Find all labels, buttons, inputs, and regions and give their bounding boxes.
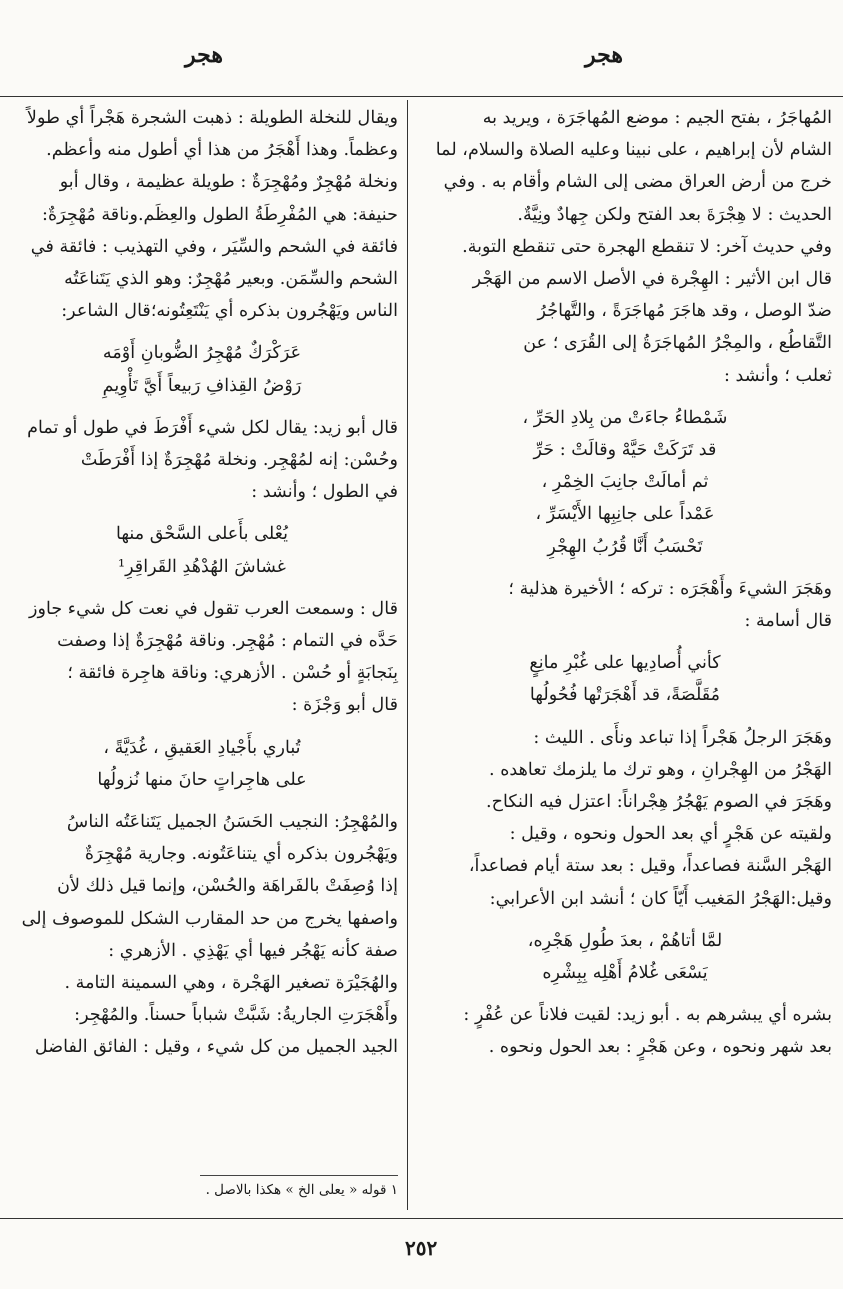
text-line: قال أبو وَجْزَة :: [291, 695, 398, 716]
text-line: قال : وسمعت العرب تقول في نعت كل شيء جاوز: [28, 598, 398, 619]
text-line: الهَجْرُ من الهِجْرانِ ، وهو ترك ما يلزمك تعاهده .: [489, 759, 832, 780]
left-column: [6, 102, 398, 1064]
footnote-rule: [200, 1175, 398, 1176]
text-line: ولقيته عن هَجْرٍ أي بعد الحول ونحوه ، وقيل :: [509, 824, 832, 845]
text-line: ضدّ الوصل ، وقد هاجَرَ مُهاجَرَةً ، والتَّهاجُرُ: [537, 301, 832, 322]
text-block: [6, 102, 398, 327]
verse-block: [418, 925, 832, 989]
text-line: ونخلة مُهْجِرٌ ومُهْجِرَةٌ : طويلة عظيمة ، وقال أبو: [59, 172, 398, 193]
text-line: وعظماً. وهذا أَهْجَرُ من هذا أي أطول منه وأعظم.: [46, 140, 398, 161]
verse-line: غشاشَ الهُدْهُدِ القَراقِرِ¹: [118, 556, 286, 577]
header-word-left: هجر: [185, 42, 223, 68]
text-block: [418, 102, 832, 392]
verse-line: يُعْلى بأَعلى السَّحْق منها: [115, 524, 289, 545]
verse-line: تَحْسَبُ أَنَّا قُرُبُ الهِجْرِ: [547, 536, 703, 557]
text-line: بعد شهر ونحوه ، وعن هَجْرٍ : بعد الحول ونحوه .: [488, 1037, 832, 1058]
text-line: ويقال للنخلة الطويلة : ذهبت الشجرة هَجْراً أي طولاً: [26, 108, 398, 128]
verse-line: ثم أمالَتْ جانِبَ الخِمْرِ ،: [541, 472, 709, 493]
text-line: خرج من أرض العراق مضى إلى الشام وأقام به . وفي: [443, 172, 832, 193]
text-line: قال ابن الأثير : الهِجْرة في الأصل الاسم من الهَجْر: [472, 269, 832, 290]
text-line: وقيل:الهَجْرُ المَغيب أَيّاً كان ؛ أنشد ابن الأعرابي:: [489, 888, 832, 909]
text-line: وأَهْجَرَتِ الجاريةُ: شَبَّتْ شباباً حسناً. والمُهْجِر:: [74, 1005, 398, 1026]
text-line: وهَجَرَ في الصوم يَهْجُرُ هِجْراناً: اعتزل فيه النكاح.: [486, 792, 832, 813]
text-line: حنيفة: هي المُفْرِطَةُ الطول والعِظَم.وناقة مُهْجِرَةٌ:: [42, 204, 398, 225]
text-line: الشحم والسِّمَن. وبعير مُهْجِرٌ: وهو الذي يَتَناعَتُه: [64, 269, 398, 290]
verse-block: [6, 732, 398, 796]
text-block: [6, 806, 398, 1064]
verse-line: رَوْضُ القِذافِ رَبيعاً أَيَّ تَأْوِيمِ: [102, 375, 302, 396]
text-line: التَّقاطُع ، والمِجْرُ المُهاجَرَةُ إلى القُرَى ؛ عن: [523, 333, 832, 354]
text-line: وحُسْن: إنه لمُهْجِر. ونخلة مُهْجِرَةٌ إذا أَفْرَطَتْ: [80, 450, 398, 471]
right-column: [418, 102, 832, 1064]
verse-block: [418, 647, 832, 711]
verse-line: يَسْعَى غُلامُ أَهْلِه بِبِشْرِه: [542, 963, 708, 984]
text-line: الناس ويَهْجُرون بذكره أي يَنْتَعِتُونه؛قال الشاعر:: [61, 301, 398, 322]
verse-line: عَمْداً على جانِبِها الأَيْسَرِّ ،: [535, 504, 715, 525]
text-line: وفي حديث آخر: لا تنقطع الهجرة حتى تنقطع التوبة.: [462, 236, 832, 257]
text-line: والمُهْجِرُ: النجيب الحَسَنُ الجميل يَتَناعَتُه الناسُ: [66, 812, 398, 833]
text-line: وهَجَرَ الشيءَ وأَهْجَرَه : تركه ؛ الأخيرة هذلية ؛: [508, 578, 832, 599]
verse-block: [6, 337, 398, 401]
text-line: بشره أي يبشرهم به . أبو زيد: لقيت فلاناً عن عُفْرٍ :: [463, 1005, 832, 1026]
text-block: [6, 593, 398, 722]
text-line: بِنَجابَةٍ أو حُسْن . الأزهري: وناقة هاجِرة فائقة ؛: [67, 663, 398, 684]
text-line: المُهاجَرُ ، بفتح الجيم : موضع المُهاجَرَة ، ويريد به: [482, 108, 832, 128]
text-line: في الطول ؛ وأنشد :: [251, 482, 398, 503]
verse-line: شَمْطاءُ جاءَتْ من بِلادِ الحَرِّ ،: [522, 407, 728, 428]
page-number: ٢٥٢: [405, 1236, 438, 1260]
verse-line: لمَّا أتاهُمْ ، بعدَ طُولِ هَجْرِه،: [527, 930, 723, 951]
text-line: واصفها يخرج من حد المقارب الشكل للموصوف إلى: [21, 908, 398, 929]
text-block: [418, 722, 832, 915]
text-line: الهَجْر السَّنة فصاعداً، وقيل : بعد ستة أيام فصاعداً،: [468, 856, 832, 877]
text-line: والهُجَيْرَة تصغير الهَجْرة ، وهي السمينة التامة .: [64, 973, 398, 994]
header-word-right: هجر: [585, 42, 623, 68]
text-line: قال أسامة :: [744, 611, 832, 632]
text-line: فائقة في الشحم والسِّيَر ، وفي التهذيب : فائقة في: [30, 236, 398, 257]
text-line: ويَهْجُرون بذكره أي يتناعَتُونه. وجارية مُهْجِرَةٌ: [84, 844, 398, 865]
text-line: إذا وُصِفَتْ بالفَراهَة والحُسْن، وإنما قيل ذلك لأن: [57, 876, 398, 897]
column-divider: [407, 100, 408, 1210]
verse-line: قد تَرَكَتْ حَيَّهْ وقالَتْ : حَرِّ: [533, 440, 717, 461]
text-block: [418, 573, 832, 637]
footnote: ١ قوله « يعلى الخ » هكذا بالاصل .: [205, 1182, 398, 1198]
text-line: حَدَّه في التمام : مُهْجِر. وناقة مُهْجِرَةٌ إذا وصفت: [57, 631, 398, 652]
text-line: الشام لأن إبراهيم ، على نبينا وعليه الصلاة والسلام، لما: [435, 140, 832, 161]
bottom-rule: [0, 1218, 843, 1219]
verse-line: تُباري بأَجْيادِ العَقيقِ ، غُدَيَّةً ،: [103, 737, 301, 758]
text-line: الحديث : لا هِجْرَةَ بعد الفتح ولكن جِهادٌ ونِيَّةٌ.: [517, 204, 832, 225]
text-block: [418, 999, 832, 1063]
text-line: قال أبو زيد: يقال لكل شيء أَفْرَطَ في طول أو تمام: [27, 417, 398, 438]
text-line: الجيد الجميل من كل شيء ، وقيل : الفائق الفاضل: [34, 1037, 398, 1058]
verse-line: مُقَلَّصَةً، قد أَهْجَرَتْها فُحُولُها: [529, 685, 721, 706]
text-line: ثعلب ؛ وأنشد :: [724, 365, 832, 386]
text-line: وهَجَرَ الرجلُ هَجْراً إذا تباعد ونأَى . الليث :: [533, 727, 832, 748]
text-block: [6, 412, 398, 509]
verse-line: كأني أُصادِيها على غُبْرِ مانِعٍ: [529, 653, 721, 674]
verse-line: عَرَكْرَكٌ مُهْجِرُ الضُّوبانِ أَوْمَه: [102, 343, 302, 364]
text-line: صفة كأنه يَهْجُر فيها أي يَهْذِي . الأزهري :: [108, 940, 398, 961]
verse-block: [418, 402, 832, 563]
verse-line: على هاجِراتٍ حانَ منها نُزولُها: [97, 769, 307, 790]
header-rule: [0, 96, 843, 97]
verse-block: [6, 518, 398, 582]
